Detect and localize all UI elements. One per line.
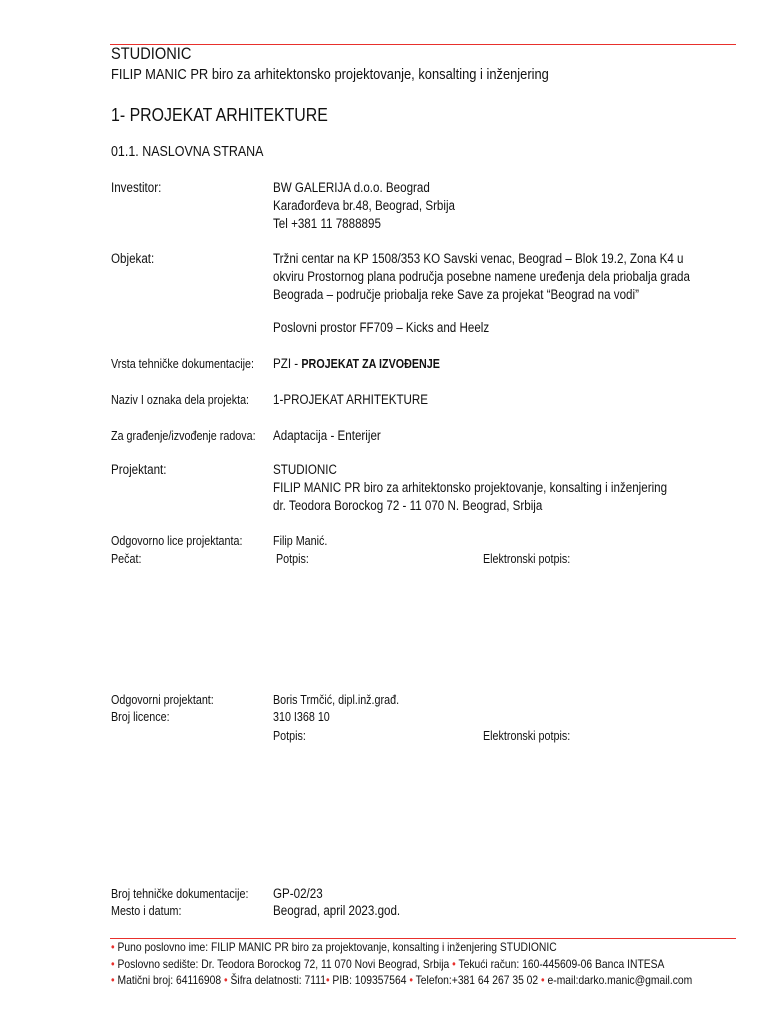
objekat-extra: Poslovni prostor FF709 – Kicks and Heelz xyxy=(273,320,490,335)
gradjenje-value: Adaptacija - Enterijer xyxy=(273,428,381,443)
mesto-value: Beograd, april 2023.god. xyxy=(273,903,401,918)
vrsta-value xyxy=(273,356,440,372)
footer-text: Tekući račun: 160-445609-06 Banca INTESA xyxy=(458,957,665,971)
odg-lice-label: Odgovorno lice projektanta: xyxy=(111,534,243,548)
bullet: • xyxy=(111,957,115,971)
investitor-line: Karađorđeva br.48, Beograd, Srbija xyxy=(273,198,456,213)
potpis-label: Potpis: xyxy=(276,552,309,566)
investitor-label: Investitor: xyxy=(111,180,162,195)
header-rule xyxy=(110,44,736,45)
bullet: • xyxy=(541,973,545,987)
footer-text: PIB: 109357564 xyxy=(332,973,407,987)
company-name: STUDIONIC xyxy=(111,44,192,63)
el-potpis-label: Elektronski potpis: xyxy=(483,552,571,566)
objekat-line: Beograda – područje priobalja reke Save za projekat “Beograd na vodi” xyxy=(273,287,639,302)
footer-line xyxy=(111,973,692,987)
bullet: • xyxy=(452,957,456,971)
footer-text: Telefon:+381 64 267 35 02 xyxy=(415,973,539,987)
projektant-line: STUDIONIC xyxy=(273,462,337,477)
objekat-label: Objekat: xyxy=(111,251,155,266)
odg-projektant-label: Odgovorni projektant: xyxy=(111,693,214,707)
licenca-value: 310 I368 10 xyxy=(273,710,330,724)
objekat-line: okviru Prostornog plana područja posebne namene uređenja dela priobalja grada xyxy=(273,269,690,284)
bullet: • xyxy=(409,973,413,987)
pecat-label: Pečat: xyxy=(111,552,142,566)
footer-line xyxy=(111,957,664,971)
objekat-line: Tržni centar na KP 1508/353 KO Savski venac, Beograd – Blok 19.2, Zona K4 u xyxy=(273,251,684,266)
vrsta-label: Vrsta tehničke dokumentacije: xyxy=(111,357,255,371)
bullet: • xyxy=(325,973,330,987)
naziv-label: Naziv I oznaka dela projekta: xyxy=(111,393,250,407)
footer-text: Puno poslovno ime: FILIP MANIC PR biro za projektovanje, konsalting i inženjering STUDIONIC xyxy=(117,940,557,954)
el-potpis-label: Elektronski potpis: xyxy=(483,729,571,743)
broj-dok-value: GP-02/23 xyxy=(273,886,323,901)
potpis-label: Potpis: xyxy=(273,729,306,743)
broj-dok-label: Broj tehničke dokumentacije: xyxy=(111,887,249,901)
page-title: 1- PROJEKAT ARHITEKTURE xyxy=(111,104,328,125)
gradjenje-label: Za građenje/izvođenje radova: xyxy=(111,429,256,443)
mesto-label: Mesto i datum: xyxy=(111,904,182,918)
bullet: • xyxy=(224,973,228,987)
investitor-line: Tel +381 11 7888895 xyxy=(273,216,381,231)
projektant-line: dr. Teodora Borockog 72 - 11 070 N. Beograd, Srbija xyxy=(273,498,543,513)
footer-line xyxy=(111,940,557,954)
projektant-line: FILIP MANIC PR biro za arhitektonsko projektovanje, konsalting i inženjering xyxy=(273,480,668,495)
licenca-label: Broj licence: xyxy=(111,710,170,724)
section-title: 01.1. NASLOVNA STRANA xyxy=(111,144,264,160)
naziv-value: 1-PROJEKAT ARHITEKTURE xyxy=(273,392,429,407)
footer-text: Matični broj: 64116908 xyxy=(117,973,222,987)
projektant-label: Projektant: xyxy=(111,462,167,477)
vrsta-bold: PROJEKAT ZA IZVOĐENJE xyxy=(301,357,440,371)
footer-text: e-mail:darko.manic@gmail.com xyxy=(547,973,693,987)
bullet: • xyxy=(111,973,115,987)
footer-text: Poslovno sedište: Dr. Teodora Borockog 72, 11 070 Novi Beograd, Srbija xyxy=(117,957,450,971)
vrsta-prefix: PZI - xyxy=(273,356,302,371)
company-subtitle: FILIP MANIC PR biro za arhitektonsko projektovanje, konsalting i inženjering xyxy=(111,66,549,83)
odg-lice-value: Filip Manić. xyxy=(273,534,328,548)
footer-text: Šifra delatnosti: 7111 xyxy=(230,973,326,987)
bullet: • xyxy=(111,940,115,954)
investitor-line: BW GALERIJA d.o.o. Beograd xyxy=(273,180,430,195)
footer-rule xyxy=(110,938,736,939)
odg-projektant-value: Boris Trmčić, dipl.inž.građ. xyxy=(273,693,400,707)
